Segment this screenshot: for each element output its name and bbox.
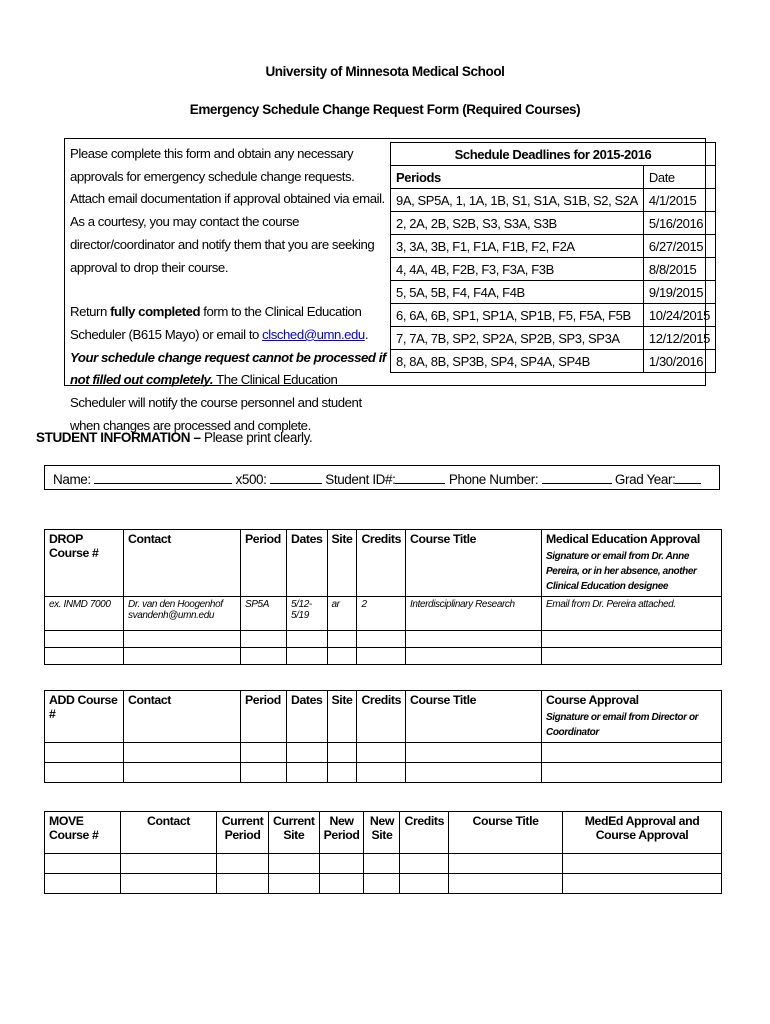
drop-col-course: DROP Course # [45,530,124,597]
add-col-credits: Credits [357,691,406,743]
intro-text [70,143,386,437]
move-row-2[interactable] [45,874,722,894]
move-col-new-site: New Site [364,812,400,854]
add-course-table [44,690,722,783]
phone-label: Phone Number: [448,472,539,487]
move-col-approval: MedEd Approval and Course Approval [563,812,722,854]
move-col-current-period: Current Period [217,812,269,854]
deadline-row [391,258,716,281]
deadline-periods: 9A, SP5A, 1, 1A, 1B, S1, S1A, S1B, S2, S2A [391,189,644,212]
drop-col-credits: Credits [357,530,406,597]
move-col-title: Course Title [449,812,563,854]
example-approval: Email from Dr. Pereira attached. [542,597,722,631]
grad-year-label: Grad Year: [614,472,676,487]
drop-course-table [44,529,722,665]
add-col-contact: Contact [124,691,241,743]
deadlines-table [390,142,716,373]
deadline-periods: 8, 8A, 8B, SP3B, SP4, SP4A, SP4B [391,350,644,373]
deadline-periods: 5, 5A, 5B, F4, F4A, F4B [391,281,644,304]
example-title: Interdisciplinary Research [406,597,542,631]
drop-col-approval: Medical Education Approval Signature or email from Dr. Anne Pereira, or in her absence, another Clinical Education designee [542,530,722,597]
intro-paragraph-1: Please complete this form and obtain any necessary approvals for emergency schedule change requests. Attach email documentation if approval obtained via email. As a courtesy, you may contact the course director/coordinator and notify them that you are seeking approval to drop their course. [70,146,385,275]
example-credits: 2 [357,597,406,631]
example-site: ar [327,597,357,631]
drop-example-row [45,597,722,631]
deadline-row [391,281,716,304]
deadline-row [391,212,716,235]
drop-col-title: Course Title [406,530,542,597]
student-info-heading: STUDENT INFORMATION – Please print clearly. [36,430,313,445]
add-row-2[interactable] [45,763,722,783]
deadline-date: 12/12/2015 [643,327,715,350]
example-course: ex. INMD 7000 [45,597,124,631]
example-period: SP5A [241,597,287,631]
deadline-row [391,189,716,212]
drop-row-2[interactable] [45,648,722,665]
add-col-period: Period [241,691,287,743]
deadline-row [391,304,716,327]
deadline-periods: 2, 2A, 2B, S2B, S3, S3A, S3B [391,212,644,235]
deadline-periods: 4, 4A, 4B, F2B, F3, F3A, F3B [391,258,644,281]
drop-col-period: Period [241,530,287,597]
grad-year-field[interactable] [675,470,701,484]
deadline-row [391,327,716,350]
deadline-date: 8/8/2015 [643,258,715,281]
move-col-contact: Contact [121,812,217,854]
deadline-periods: 7, 7A, 7B, SP2, SP2A, SP2B, SP3, SP3A [391,327,644,350]
x500-field[interactable] [270,470,322,484]
add-col-title: Course Title [406,691,542,743]
student-id-label: Student ID#: [325,472,396,487]
deadline-row [391,350,716,373]
name-field[interactable] [94,470,232,484]
student-info-box [44,465,720,490]
school-title: University of Minnesota Medical School [265,64,505,79]
deadlines-title: Schedule Deadlines for 2015-2016 [391,143,716,166]
deadline-date: 10/24/2015 [643,304,715,327]
student-id-field[interactable] [395,470,445,484]
phone-field[interactable] [542,470,612,484]
intro-paragraph-2: Return fully completed form to the Clinical Education Scheduler (B615 Mayo) or email to clsched@umn.edu. Your schedule change request cannot be processed if not filled out completely. The Clinical Education Scheduler will notify the course personnel and student when changes are processed and complete. [70,304,386,433]
x500-label: x500: [235,472,267,487]
drop-col-site: Site [327,530,357,597]
example-dates: 5/12-5/19 [287,597,328,631]
name-label: Name: [53,472,91,487]
date-header: Date [643,166,715,189]
add-col-approval: Course Approval Signature or email from Director or Coordinator [542,691,722,743]
deadline-date: 4/1/2015 [643,189,715,212]
periods-header: Periods [391,166,644,189]
deadline-date: 1/30/2016 [643,350,715,373]
add-col-site: Site [327,691,357,743]
drop-row-1[interactable] [45,631,722,648]
deadline-date: 6/27/2015 [643,235,715,258]
deadline-periods: 6, 6A, 6B, SP1, SP1A, SP1B, F5, F5A, F5B [391,304,644,327]
move-row-1[interactable] [45,854,722,874]
move-col-credits: Credits [400,812,449,854]
drop-col-contact: Contact [124,530,241,597]
drop-col-dates: Dates [287,530,328,597]
add-approval-note: Signature or email from Director or Coordinator [546,712,699,738]
drop-approval-note: Signature or email from Dr. Anne Pereira, or in her absence, another Clinical Education designee [546,551,697,592]
example-contact: Dr. van den Hoogenhof svandenh@umn.edu [124,597,241,631]
move-col-course: MOVE Course # [45,812,121,854]
deadline-row [391,235,716,258]
form-title: Emergency Schedule Change Request Form (Required Courses) [189,102,581,117]
deadline-date: 9/19/2015 [643,281,715,304]
move-col-new-period: New Period [319,812,364,854]
deadline-periods: 3, 3A, 3B, F1, F1A, F1B, F2, F2A [391,235,644,258]
move-course-table [44,811,722,894]
add-col-course: ADD Course # [45,691,124,743]
move-col-current-site: Current Site [269,812,320,854]
deadline-date: 5/16/2016 [643,212,715,235]
email-link[interactable]: clsched@umn.edu [262,326,365,342]
add-col-dates: Dates [287,691,328,743]
add-row-1[interactable] [45,743,722,763]
